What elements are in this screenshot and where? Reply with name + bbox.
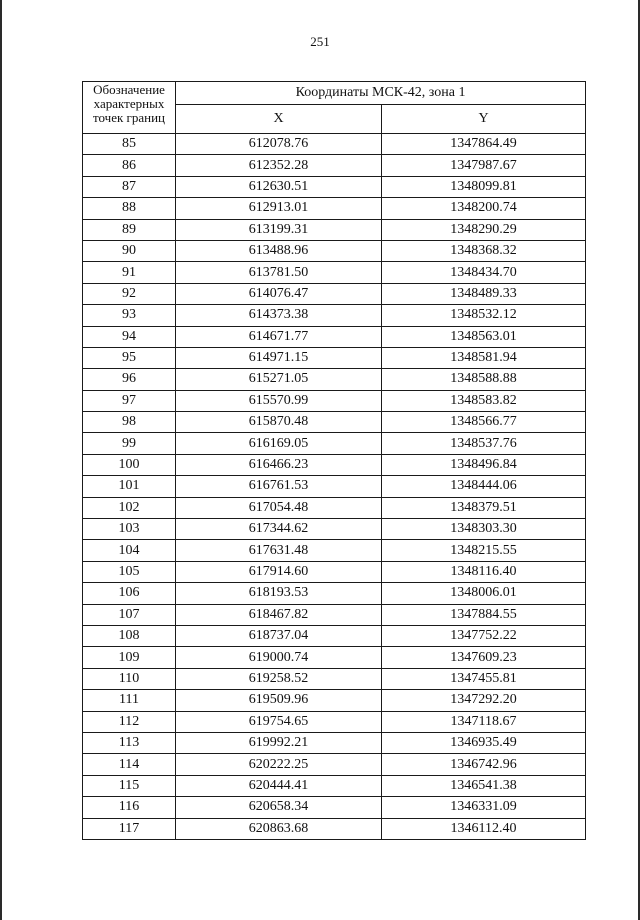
- y-cell: 1347292.20: [382, 690, 586, 711]
- table-row: [83, 797, 586, 818]
- table-row: [83, 690, 586, 711]
- y-cell: 1348583.82: [382, 390, 586, 411]
- point-cell: 109: [83, 647, 176, 668]
- point-cell: 108: [83, 625, 176, 646]
- point-cell: 88: [83, 198, 176, 219]
- point-cell: 112: [83, 711, 176, 732]
- x-cell: 618193.53: [176, 583, 382, 604]
- x-cell: 616169.05: [176, 433, 382, 454]
- table-row: [83, 604, 586, 625]
- y-cell: 1347884.55: [382, 604, 586, 625]
- y-cell: 1347987.67: [382, 155, 586, 176]
- y-cell: 1348496.84: [382, 454, 586, 475]
- x-cell: 619000.74: [176, 647, 382, 668]
- table-row: [83, 433, 586, 454]
- table-body: [83, 134, 586, 840]
- page-frame-left: [0, 0, 2, 920]
- table-row: [83, 326, 586, 347]
- table-row: [83, 561, 586, 582]
- point-cell: 107: [83, 604, 176, 625]
- y-cell: 1348099.81: [382, 176, 586, 197]
- point-cell: 111: [83, 690, 176, 711]
- x-cell: 612352.28: [176, 155, 382, 176]
- point-cell: 110: [83, 668, 176, 689]
- table-row: [83, 454, 586, 475]
- y-cell: 1347118.67: [382, 711, 586, 732]
- table-row: [83, 732, 586, 753]
- point-cell: 86: [83, 155, 176, 176]
- point-cell: 93: [83, 305, 176, 326]
- point-cell: 115: [83, 775, 176, 796]
- x-cell: 613781.50: [176, 262, 382, 283]
- y-cell: 1348588.88: [382, 369, 586, 390]
- header-coords-group: Координаты МСК-42, зона 1: [176, 82, 586, 105]
- y-cell: 1347752.22: [382, 625, 586, 646]
- point-cell: 116: [83, 797, 176, 818]
- x-cell: 613199.31: [176, 219, 382, 240]
- table-row: [83, 198, 586, 219]
- header-point-label: Обозначение характерных точек границ: [83, 82, 176, 134]
- y-cell: 1348563.01: [382, 326, 586, 347]
- point-cell: 101: [83, 476, 176, 497]
- table-row: [83, 583, 586, 604]
- y-cell: 1347864.49: [382, 134, 586, 155]
- y-cell: 1347455.81: [382, 668, 586, 689]
- y-cell: 1348537.76: [382, 433, 586, 454]
- table-row: [83, 283, 586, 304]
- x-cell: 614971.15: [176, 347, 382, 368]
- x-cell: 618467.82: [176, 604, 382, 625]
- point-cell: 113: [83, 732, 176, 753]
- y-cell: 1348434.70: [382, 262, 586, 283]
- point-cell: 106: [83, 583, 176, 604]
- table-row: [83, 476, 586, 497]
- table-row: [83, 519, 586, 540]
- header-y: Y: [382, 105, 586, 134]
- x-cell: 617054.48: [176, 497, 382, 518]
- point-cell: 99: [83, 433, 176, 454]
- x-cell: 615271.05: [176, 369, 382, 390]
- y-cell: 1348006.01: [382, 583, 586, 604]
- table-row: [83, 754, 586, 775]
- table-row: [83, 134, 586, 155]
- table-row: [83, 155, 586, 176]
- y-cell: 1348290.29: [382, 219, 586, 240]
- y-cell: 1348215.55: [382, 540, 586, 561]
- x-cell: 619258.52: [176, 668, 382, 689]
- table-row: [83, 711, 586, 732]
- y-cell: 1346331.09: [382, 797, 586, 818]
- x-cell: 617344.62: [176, 519, 382, 540]
- y-cell: 1348379.51: [382, 497, 586, 518]
- point-cell: 87: [83, 176, 176, 197]
- x-cell: 615570.99: [176, 390, 382, 411]
- coordinates-table: [82, 81, 586, 840]
- table-row: [83, 369, 586, 390]
- y-cell: 1348532.12: [382, 305, 586, 326]
- point-cell: 114: [83, 754, 176, 775]
- y-cell: 1348200.74: [382, 198, 586, 219]
- header-x: X: [176, 105, 382, 134]
- point-cell: 98: [83, 412, 176, 433]
- point-cell: 92: [83, 283, 176, 304]
- table-row: [83, 262, 586, 283]
- y-cell: 1348303.30: [382, 519, 586, 540]
- y-cell: 1346935.49: [382, 732, 586, 753]
- x-cell: 620444.41: [176, 775, 382, 796]
- table-row: [83, 305, 586, 326]
- y-cell: 1346742.96: [382, 754, 586, 775]
- y-cell: 1348566.77: [382, 412, 586, 433]
- table-row: [83, 668, 586, 689]
- x-cell: 619992.21: [176, 732, 382, 753]
- x-cell: 612630.51: [176, 176, 382, 197]
- x-cell: 612078.76: [176, 134, 382, 155]
- point-cell: 89: [83, 219, 176, 240]
- point-cell: 117: [83, 818, 176, 839]
- y-cell: 1346541.38: [382, 775, 586, 796]
- point-cell: 90: [83, 240, 176, 261]
- point-cell: 85: [83, 134, 176, 155]
- point-cell: 102: [83, 497, 176, 518]
- y-cell: 1348444.06: [382, 476, 586, 497]
- point-cell: 91: [83, 262, 176, 283]
- y-cell: 1346112.40: [382, 818, 586, 839]
- y-cell: 1348581.94: [382, 347, 586, 368]
- y-cell: 1347609.23: [382, 647, 586, 668]
- x-cell: 620658.34: [176, 797, 382, 818]
- point-cell: 95: [83, 347, 176, 368]
- page-number: 251: [310, 34, 330, 49]
- x-cell: 620863.68: [176, 818, 382, 839]
- table-row: [83, 347, 586, 368]
- x-cell: 619509.96: [176, 690, 382, 711]
- table-row: [83, 775, 586, 796]
- x-cell: 614671.77: [176, 326, 382, 347]
- x-cell: 614076.47: [176, 283, 382, 304]
- point-cell: 96: [83, 369, 176, 390]
- x-cell: 619754.65: [176, 711, 382, 732]
- point-cell: 104: [83, 540, 176, 561]
- table-row: [83, 240, 586, 261]
- table-row: [83, 390, 586, 411]
- x-cell: 612913.01: [176, 198, 382, 219]
- table-header: [83, 82, 586, 134]
- table-row: [83, 219, 586, 240]
- point-cell: 100: [83, 454, 176, 475]
- table-row: [83, 540, 586, 561]
- x-cell: 616466.23: [176, 454, 382, 475]
- table-row: [83, 818, 586, 839]
- point-cell: 94: [83, 326, 176, 347]
- table-row: [83, 412, 586, 433]
- point-cell: 105: [83, 561, 176, 582]
- table-row: [83, 497, 586, 518]
- x-cell: 615870.48: [176, 412, 382, 433]
- x-cell: 617631.48: [176, 540, 382, 561]
- x-cell: 620222.25: [176, 754, 382, 775]
- table-row: [83, 647, 586, 668]
- table-row: [83, 625, 586, 646]
- x-cell: 613488.96: [176, 240, 382, 261]
- table-row: [83, 176, 586, 197]
- x-cell: 618737.04: [176, 625, 382, 646]
- x-cell: 617914.60: [176, 561, 382, 582]
- y-cell: 1348489.33: [382, 283, 586, 304]
- x-cell: 616761.53: [176, 476, 382, 497]
- y-cell: 1348368.32: [382, 240, 586, 261]
- point-cell: 97: [83, 390, 176, 411]
- point-cell: 103: [83, 519, 176, 540]
- x-cell: 614373.38: [176, 305, 382, 326]
- y-cell: 1348116.40: [382, 561, 586, 582]
